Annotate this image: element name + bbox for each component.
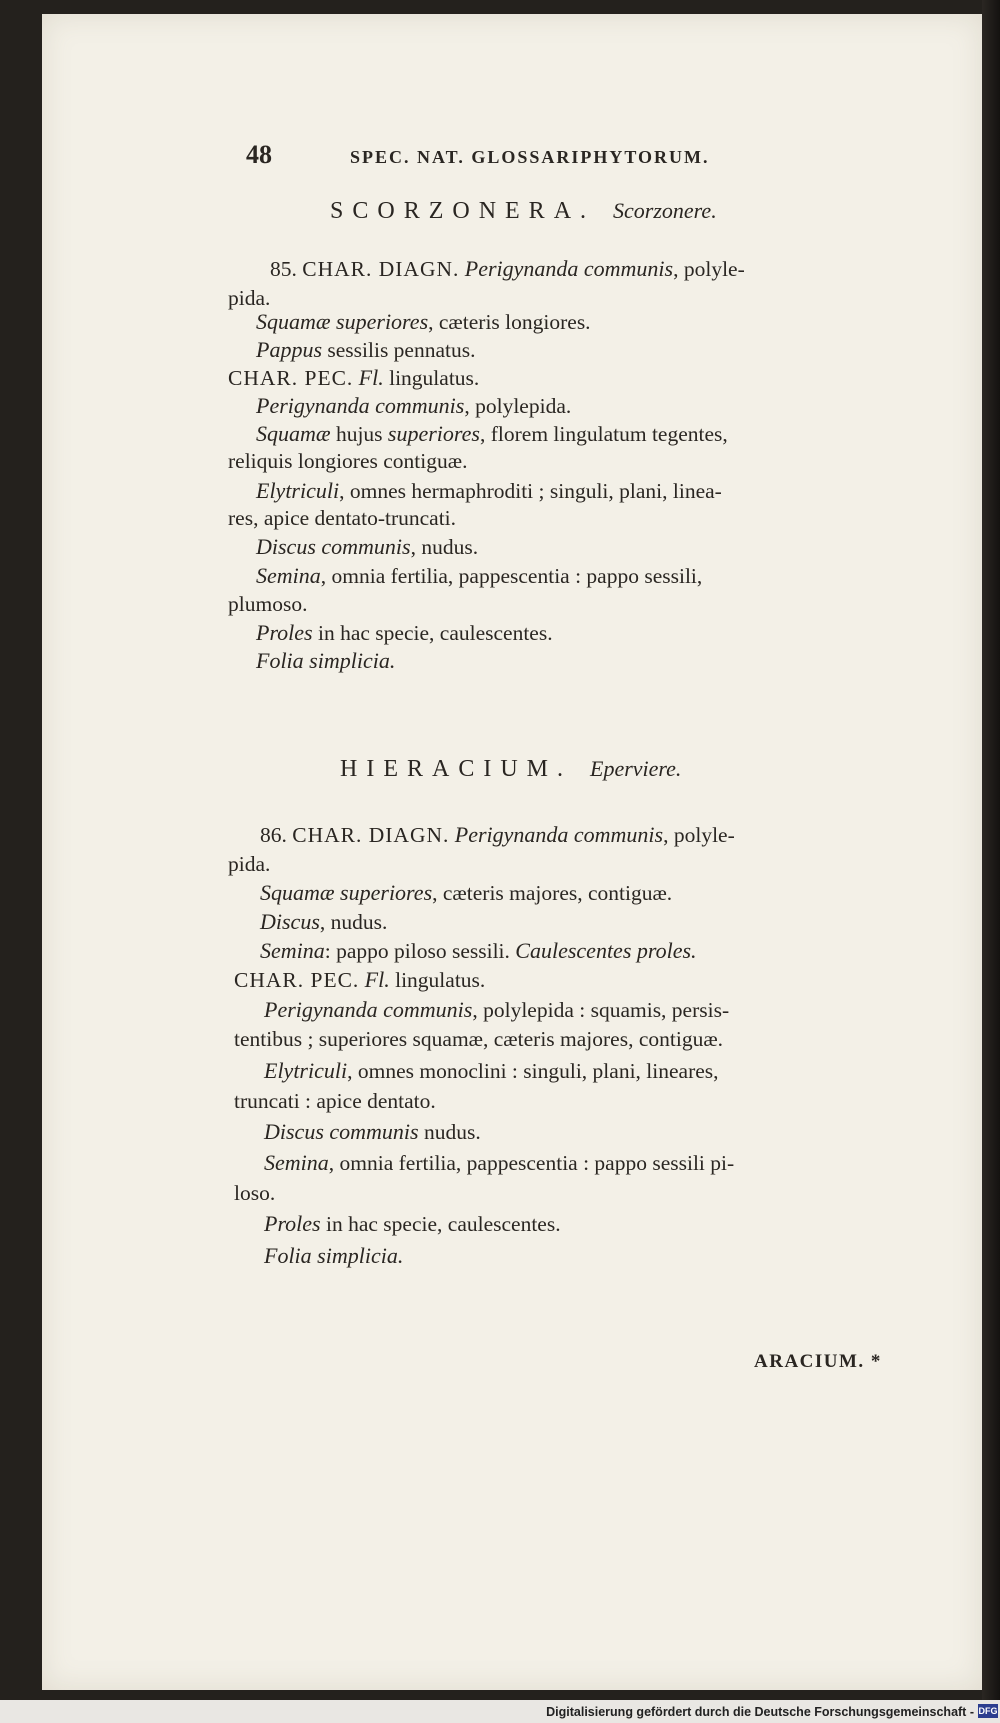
- term: superiores: [387, 421, 480, 446]
- text-line: [264, 1245, 403, 1268]
- description: , nudus.: [319, 910, 388, 934]
- diagnosis-line: [260, 940, 697, 963]
- char-pec-line: [234, 969, 485, 992]
- diagnosis-continued: pida.: [228, 852, 271, 876]
- diagnosis-line: [270, 258, 745, 281]
- term: Semina: [256, 563, 321, 588]
- text-line: [256, 423, 728, 446]
- diagnosis-rest: , polyle-: [663, 823, 735, 847]
- term: Squamæ superiores: [256, 309, 429, 334]
- term: Semina: [264, 1150, 329, 1175]
- page-number: 48: [246, 140, 272, 169]
- diagnosis-continued: pida.: [228, 286, 271, 310]
- diagnosis-line: [256, 311, 591, 334]
- text-line: [264, 999, 729, 1022]
- char-pec-rest: lingulatus.: [383, 366, 480, 390]
- term: Perigynanda communis: [264, 997, 473, 1022]
- text-line: [264, 1121, 481, 1144]
- text-line: [256, 480, 722, 503]
- term: Caulescentes proles.: [515, 938, 697, 963]
- char-pec-rest: lingulatus.: [389, 968, 486, 992]
- description: in hac specie, caulescentes.: [320, 1212, 561, 1236]
- term: Discus communis: [256, 534, 411, 559]
- text-line: [264, 1213, 561, 1236]
- description: : pappo piloso sessili.: [324, 939, 516, 963]
- term: Squamæ: [256, 421, 331, 446]
- vernacular-name: Scorzonere.: [613, 198, 717, 223]
- description: , omnes monoclini : singuli, plani, lineares,: [347, 1059, 719, 1083]
- text-line: truncati : apice dentato.: [234, 1089, 436, 1113]
- term: Pappus: [256, 337, 322, 362]
- term: Elytriculi: [264, 1058, 348, 1083]
- footer-bar: [0, 1700, 1000, 1723]
- vernacular-name: Eperviere.: [590, 756, 682, 781]
- term: Semina: [260, 938, 325, 963]
- book-page: [42, 14, 982, 1690]
- text-line: tentibus ; superiores squamæ, cæteris majores, contiguæ.: [234, 1027, 724, 1051]
- description: , cæteris majores, contiguæ.: [432, 881, 673, 905]
- term: Elytriculi: [256, 478, 340, 503]
- dfg-logo: DFG: [978, 1706, 998, 1716]
- diagnosis-line: [256, 339, 475, 362]
- diagnosis-line: [260, 911, 387, 934]
- text-line: [256, 565, 702, 588]
- diagnosis-name: Perigynanda communis: [454, 822, 664, 847]
- char-pec-term: Fl.: [364, 967, 390, 992]
- description: in hac specie, caulescentes.: [312, 621, 553, 645]
- text-line: [264, 1152, 734, 1175]
- text-line: [256, 395, 571, 418]
- char-pec-label: CHAR. PEC.: [228, 366, 354, 390]
- char-pec-label: CHAR. PEC.: [234, 968, 360, 992]
- description: sessilis pennatus.: [322, 338, 476, 362]
- text-line: plumoso.: [228, 592, 308, 616]
- description: , florem lingulatum tegentes,: [479, 422, 728, 446]
- text-line: [264, 1060, 719, 1083]
- entry-number: 86.: [260, 823, 287, 847]
- section-title-hieracium: [340, 757, 681, 781]
- text-line: [256, 650, 395, 673]
- char-pec-line: [228, 367, 479, 390]
- description: hujus: [330, 422, 388, 446]
- term: Proles: [264, 1211, 321, 1236]
- description: nudus.: [418, 1120, 481, 1144]
- text-line: res, apice dentato-truncati.: [228, 506, 457, 530]
- entry-number: 85.: [270, 257, 297, 281]
- catchword: ARACIUM. *: [754, 1351, 882, 1372]
- description: , omnia fertilia, pappescentia : pappo sessili,: [320, 564, 703, 588]
- term: Discus communis: [264, 1119, 419, 1144]
- term: Discus: [260, 909, 320, 934]
- text-line: loso.: [234, 1181, 276, 1205]
- diagnosis-line: [260, 824, 735, 847]
- description: , polylepida : squamis, persis-: [472, 998, 730, 1022]
- footer-credit: Digitalisierung gefördert durch die Deutsche Forschungsgemeinschaft -: [546, 1705, 974, 1719]
- description: , omnia fertilia, pappescentia : pappo sessili pi-: [328, 1151, 735, 1175]
- term: Perigynanda communis: [256, 393, 465, 418]
- text-line: [256, 536, 478, 559]
- diagnosis-rest: , polyle-: [673, 257, 745, 281]
- text-line: reliquis longiores contiguæ.: [228, 449, 468, 473]
- text-line: [256, 622, 553, 645]
- term: Folia simplicia.: [256, 648, 396, 673]
- term: Proles: [256, 620, 313, 645]
- description: , nudus.: [410, 535, 479, 559]
- genus-name: SCORZONERA.: [330, 198, 596, 224]
- genus-name: HIERACIUM.: [340, 756, 572, 782]
- term: Squamæ superiores: [260, 880, 433, 905]
- running-title: SPEC. NAT. GLOSSARIPHYTORUM.: [350, 147, 710, 167]
- diagnosis-line: [260, 882, 672, 905]
- term: Folia simplicia.: [264, 1243, 404, 1268]
- section-title-scorzonera: [330, 199, 717, 223]
- diagnosis-label: CHAR. DIAGN.: [292, 823, 450, 847]
- book-edge: [982, 0, 1000, 1700]
- description: , polylepida.: [464, 394, 572, 418]
- description: , omnes hermaphroditi ; singuli, plani, linea-: [339, 479, 722, 503]
- diagnosis-label: CHAR. DIAGN.: [302, 257, 460, 281]
- description: , cæteris longiores.: [428, 310, 591, 334]
- diagnosis-name: Perigynanda communis: [464, 256, 674, 281]
- char-pec-term: Fl.: [358, 365, 384, 390]
